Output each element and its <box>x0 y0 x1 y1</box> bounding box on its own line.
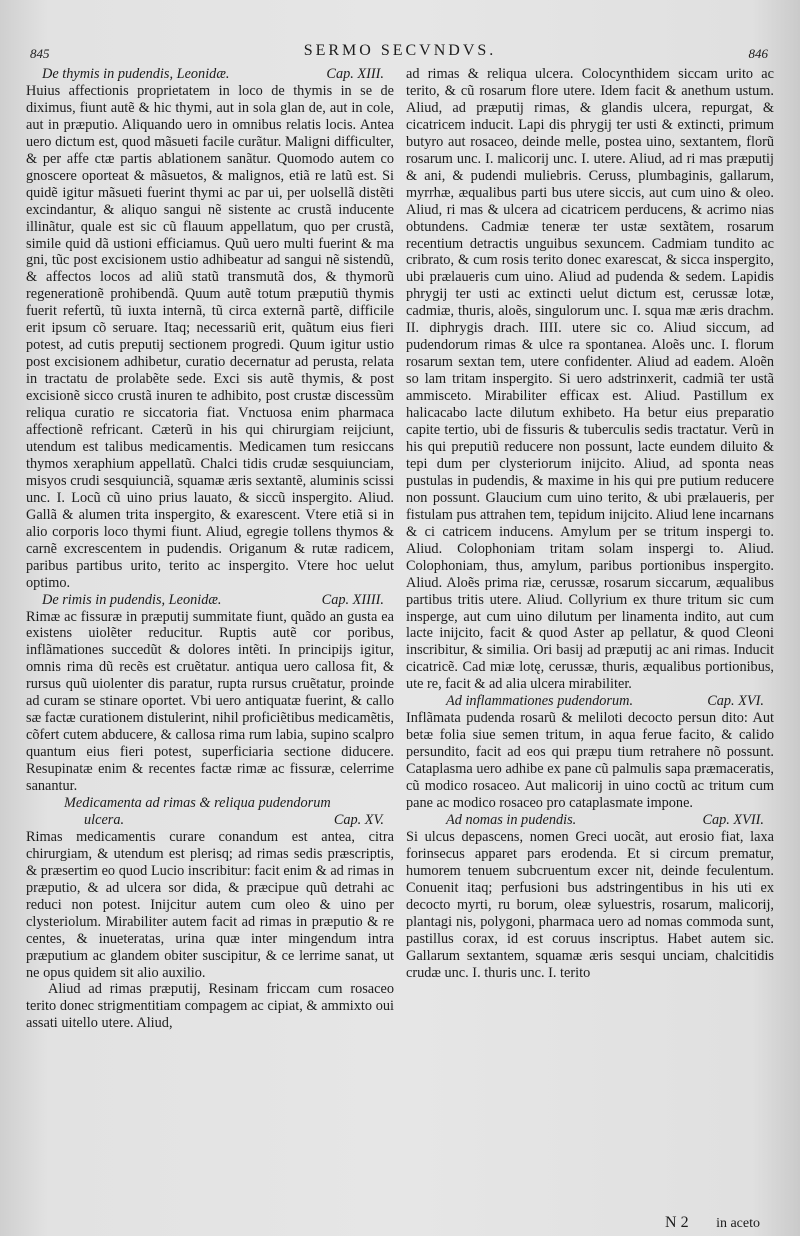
chapter-heading <box>406 812 774 829</box>
chapter-heading <box>26 66 394 83</box>
chapter-number: Cap. XVI. <box>707 693 764 710</box>
signature-mark: N 2 <box>665 1214 689 1231</box>
chapter-title: Ad inflammationes pudendorum. <box>446 693 634 710</box>
paragraph: Aliud ad rimas præputij, Resinam friccam cum rosaceo terito donec strigmentitiam compagem ac cipiat, & ammixto oui assati uitello utere. Aliud, <box>26 981 394 1032</box>
chapter-number: Cap. XV. <box>333 811 384 828</box>
page-header <box>28 42 772 66</box>
chapter-number: Cap. XVII. <box>702 811 764 828</box>
paragraph: Rimæ ac fissuræ in præputij summitate fiunt, quãdo an gusta ea existens uiolẽter reducitur. Ruptis autẽ cor poribus, inflãmationes succedũt & dolores intẽti. In principijs igitur, omnis rima dũ recẽs est cruẽtatur. antiqua uero callosa fit, & rursus quũ uiolenter dis paratur, rupta rursus cruẽtatur, proinde ad curam se stinare oportet. Vbi uero antiquatæ fuerint, & callo sæ factæ curationem distulerint, nihil proficiẽtibus medicamẽtis, cõfert cutem abducere, & callosa rima rum labia, supino scalpro quantum eius fieri potest, superficiaria sectione diducere. Resupinatæ enim & recentes factæ rimæ ac fissuræ, celerrime sanantur. <box>26 608 394 795</box>
right-column <box>406 66 774 1216</box>
paragraph: Inflãmata pudenda rosarũ & meliloti decocto persun dito: Aut betæ folia siue semen tritum, in aqua ferue facito, & calido persundito, facit ad eos qui præpu tium retrahere nõ possunt. Cataplasma uero adhibe ex pane cũ palmulis sapa præmaceratis, cũ modico rosaceo. Aut malicorij in uino coctũ ac tritum cum pane ac modico rosaceo pro cataplasmate impone. <box>406 710 774 811</box>
chapter-heading <box>26 812 394 829</box>
paragraph: Rimas medicamentis curare conandum est antea, citra chirurgiam, & utendum est plerisq; ad rimas sedis præscriptis, & præsertim eo quod Lucio inscribitur: facit enim & ad rimas in præputio, & ad ulcera sor dida, & præcipue quũ detrahi ac reduci non potest. Inijcitur autem cum oleo & uino per clysteriolum. Mirabiliter autem facit ad rimas in præputio & re centes, & inueteratas, urina quæ inter mingendum intra præputium ac glandem obiter suscipitur, & ce lerrime sanat, ut ne opus quidem sit alio auxilio. <box>26 828 394 981</box>
page-number-right: 846 <box>748 46 768 61</box>
chapter-heading <box>406 693 774 710</box>
chapter-title: Ad nomas in pudendis. <box>446 811 577 828</box>
page-number-left: 845 <box>30 46 50 61</box>
chapter-heading-line: Medicamenta ad rimas & reliqua pudendorum <box>64 794 331 811</box>
left-column <box>26 66 394 1216</box>
chapter-heading <box>26 592 394 609</box>
chapter-number: Cap. XIIII. <box>321 591 384 608</box>
chapter-title: De rimis in pudendis, Leonidæ. <box>42 591 222 608</box>
running-title: SERMO SECVNDVS. <box>303 42 497 59</box>
text-columns <box>26 66 774 1216</box>
page-footer <box>641 1214 760 1232</box>
chapter-number: Cap. XIII. <box>326 66 384 82</box>
paragraph: Huius affectionis proprietatem in loco de thymis in se de diximus, fiunt autẽ & hic thymi, aut in sola glan de, aut in cole, aut in præputio. Aliquando uero in omnibus relatis locis. Antea uero dictum est, quod mãsueti facile curãtur. Maligni difficulter, & per affe ctæ partis ablationem sanãtur. Quomodo autem co gnoscere oporteat & mãsuetos, & malignos, etiã re latũ est. Si quidẽ igitur mãsueti fuerint thymi ac par ui, per uolsellã distẽti excindantur, & aliquo sangui nẽ sistente ac crustã inducente illinãtur, quale est sic cũ flauum appellatum, quo per crustã, simile quid dã ustioni efficiamus. Quũ uero multi fuerint & ma gni, tũc post excisionem ustio adhibeatur ad sangui nẽ sistendũ, & affectos locos ad aliũ statũ transmutã dos, & thymorũ regenerationẽ prohibendã. Quum autẽ totum præputiũ thymis fuerit refertũ, tũ iuxta internã, tũ circa externã partẽ, difficile erit ipsum cõ seruare. Itaq; necessariũ erit, quãtum eius fieri potest, ad cutis preputij sectionem progredi. Quum igitur ustio post excisionem adhibetur, curatio decernatur ad perusta, relata in tractatu de prolabẽte sede. Exci sis autẽ thymis, & post excisionẽ sicco crustã inuren te adhibito, post crustæ discessũm reliqua curatio re siccatoria fiat. Vnctuosa enim pharmaca affectionẽ refricant. Cæterũ in his qui chirurgiam reijciunt, utendum est talibus medicamentis. Medicamen tum resiccans thymos xeraphium appellatũ. Chalci tidis crudæ sesquiunciam, misyos crudi sesquiunciã, squamæ æris sextantẽ, aluminis scissi unc. I. Locũ cũ uino prius lauato, & siccũ inspergito. Aliud. Gallã & alumen trita inspergito, & exarescent. Vtere etiã si in alio corporis loco thymi fiunt. Aliud, egregie tollens thymos & carnẽ excrescentem in pudendis. Origanum & rutæ radicem, paribus partibus urito, terito ac inspergito. Vtere hoc uelut optimo. <box>26 82 394 591</box>
chapter-title: De thymis in pudendis, Leonidæ. <box>42 66 230 82</box>
catchword: in aceto <box>716 1216 760 1231</box>
paragraph: ad rimas & reliqua ulcera. Colocynthidem siccam urito ac terito, & cũ rosarum flore utere. Idem facit & anethum ustum. Aliud, ad præputij rimas, & glandis ulcera, repurgat, & cicatricem inducit. Lapi dis phrygij ter usti & extincti, primum butyro aut rosaceo, deinde melle, postea uino, sextantem, florũ rosarum unc. I. malicorij unc. I. utere. Aliud, ad ri mas præputij & ani, & pudendi muliebris. Ceruss, plumbaginis, gallarum, myrrhæ, æqualibus parti bus utere siccis, aut cum uino & oleo. Aliud, ri mas & ulcera ad cicatricem perducens, & acrimo nias obtundens. Cadmiæ teneræ ter ustæ sextãtem, rosarum recentium detractis unguibus sexuncem. Cadmiam tundito ac cribrato, & cum rosis terito donec exarescat, & sicca inspergito, ubi prælaueris cum uino. Aliud ad pudenda & sedem. Lapidis phrygij ter usti ac extincti uelut dictum est, cerussæ lotæ, cadmiæ, thuris, aloẽs, singulorum unc. I. squa mæ æris drachm. II. diphrygis drach. IIII. utere sic co. Aliud siccum, ad pudendorum rimas & ulce ra spontanea. Aloẽs unc. I. florum rosarum sextan tem, utere confidenter. Aliud ad eadem. Aloẽn so lam tritam inspergito. Si uero adstrinxerit, cadmiã ter ustã ammisceto. Mirabiliter efficax est. Aliud. Pastillum ex halicacabo lacte dilutum exhibeto. Ha betur eius preparatio capite tertio, ubi de fissuris & tuberculis sedis tractatur. Verũ in his qui preputiũ reducere non possunt, lacte eundem diluito & tepi dum per clysteriorum inijcito. Aliud, ad sponta neas pustulas in pudendis, & maxime in his qui pre putium reducere non possunt. Glaucium cum uino terito, & ubi prælaueris, per fistulam pus attrahen tem, tepidum inijcito. Aliud lene incarnans & ci catricem inducens. Amylum per se tritum inspergi to. Aliud. Colophoniam tritam solam inspergi to. Aliud. Colophoniam, thus, amylum, paribus portionibus inspergito. Aliud. Aloẽs prima riæ, cerussæ, rosarum siccarum, æqualibus partibus tritis utere. Aliud. Collyrium ex thure tritum sic cum insperge, aut cum uino dilutum per linamenta indito, aut cum lacte inijcito, facit & quod Aster ap pellatur, & quod Cleoni inscribitur, & similia. Ori basij ad præputij ac ani rimas. Inducit cicatricẽ. Cad miæ lotę, cerussæ, thuris, æqualibus portionibus, ute re, facit & ad alia ulcera mirabiliter. <box>406 66 774 693</box>
chapter-title: ulcera. <box>84 811 125 828</box>
paragraph: Si ulcus depascens, nomen Greci uocãt, aut erosio fiat, laxa forinsecus apparet pars erodenda. Et si circum prematur, humorem tenuem subcruentum excer nit, deinde feculentum. Conuenit itaq; perfusioni bus adstringentibus in his uti ex decocto myrti, ru borum, oleæ syluestris, rosarum, malicorij, plantagi nis, polygoni, pharmaca uero ad nomas commoda sunt, pastillus corax, id est coruus inscriptus. Habet autem sic. Gallarum sextantem, squamæ æris sesqui unciam, chalcitidis crudæ unc. I. thuris unc. I. terito <box>406 828 774 981</box>
